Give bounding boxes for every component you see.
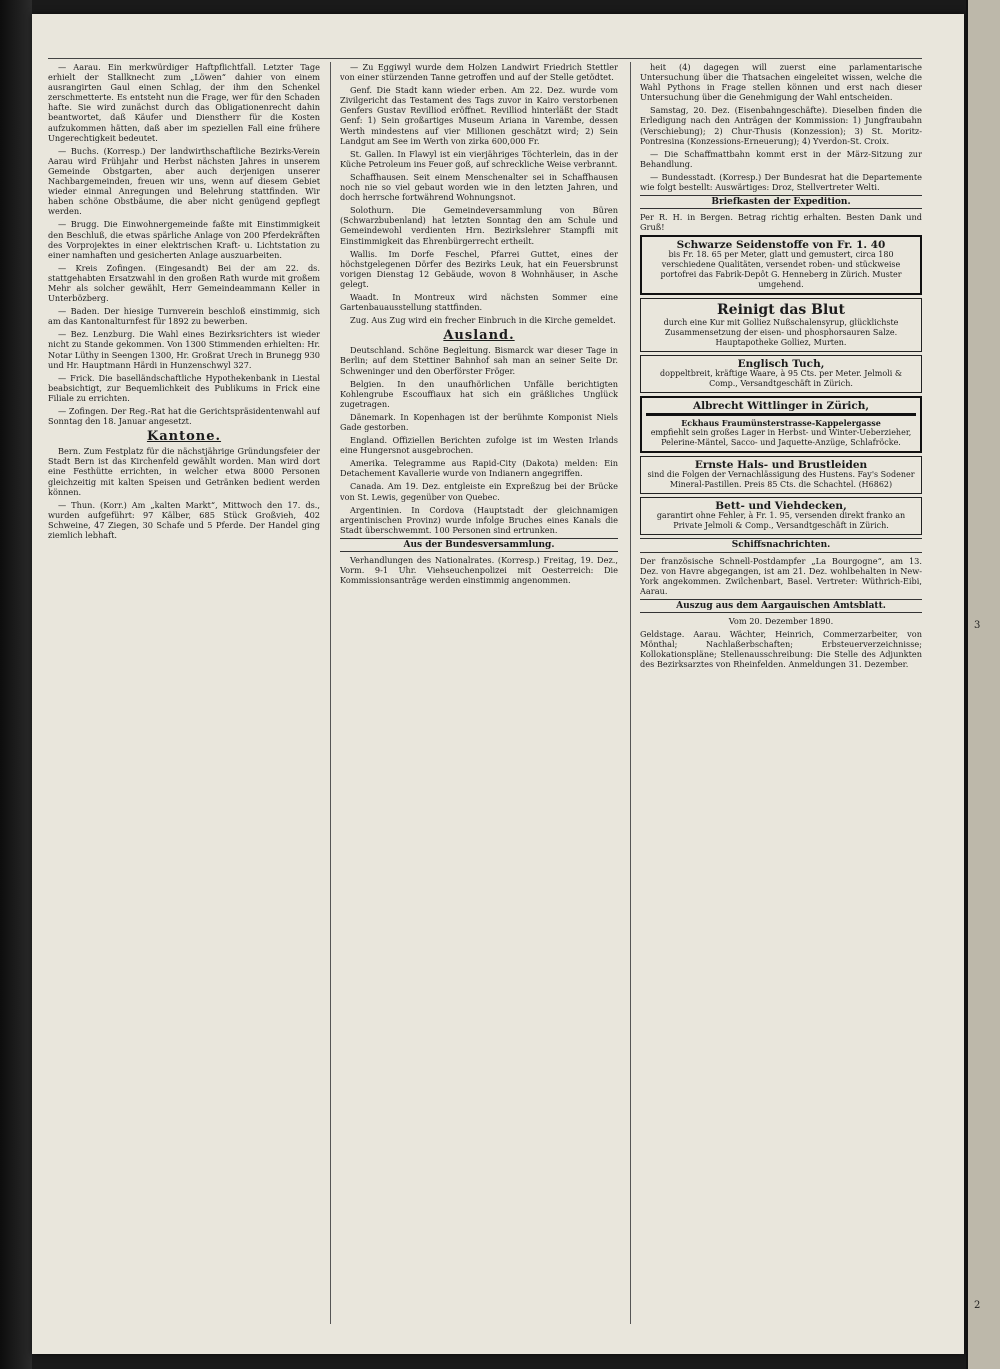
ad-englisch-tuch-text: doppeltbreit, kräftige Waare, à 95 Cts. per Meter. Jelmoli & Comp., Versandtgeschäft in Zürich.: [660, 369, 902, 389]
article-brugg: — Brugg. Die Einwohnergemeinde faßte mit Einstimmigkeit den Beschluß, die etwas spärliche Anlage von 200 Pferdekräften des Vorprojektes in einer elektrischen Kraft- u. Lichtstation zu einer namhaften und gesicherten Anlage auszuarbeiten.: [48, 219, 320, 260]
article-amerika: Amerika. Telegramme aus Rapid-City (Dakota) melden: Ein Detachement Kavallerie wurde von Indianern angegriffen.: [340, 458, 618, 479]
article-continuation: heit (4) dagegen will zuerst eine parlamentarische Untersuchung über die Thatsachen eingeleitet wissen, welche die Wahl Pythons in Frage stellen können und erst nach dieser Untersuchung über die Genehmigung der Wahl entscheiden.: [640, 62, 922, 103]
amtsblatt-date: Vom 20. Dezember 1890.: [728, 615, 834, 626]
ad-seidenstoffe: [640, 235, 922, 295]
article-bundesstadt: — Bundesstadt. (Korresp.) Der Bundesrat hat die Departemente wie folgt bestellt: Auswärtiges: Droz, Stellvertreter Welti.: [640, 171, 922, 193]
article-samstag: Samstag, 20. Dez. (Eisenbahngeschäfte). Dieselben finden die Erledigung nach den Anträgen der Kommission: 1) Jungfraubahn (Verschiebung); 2) Chur-Thusis (Konzession); 3) St. Moritz-Pontresina (Konzessions-Erneuerung); 4) Yverdon-St. Croix.: [640, 105, 922, 146]
article-zug: Zug. Aus Zug wird ein frecher Einbruch in die Kirche gemeldet.: [350, 315, 616, 326]
article-genf: Genf. Die Stadt kann wieder erben. Am 22. Dez. wurde vom Zivilgericht das Testament des Tags zuvor in Kairo verstorbenen Genfers Gustav Revilliod eröffnet. Revilliod hinterläßt der Stadt Genf: 1) Sein großartiges Museum Ariana in Varembe, dessen Werth mindestens auf vier Millionen geschätzt wird; 2) Sein Landgut am See im Werth von zirka 600,000 Fr.: [340, 85, 618, 146]
column-rule-1: [330, 62, 331, 1324]
article-eggiwyl: — Zu Eggiwyl wurde dem Holzen Landwirt Friedrich Stettler von einer stürzenden Tanne getroffen und auf der Stelle getödtet.: [340, 62, 618, 83]
article-buchs: — Buchs. (Korresp.) Der landwirthschaftliche Bezirks-Verein Aarau wird Frühjahr und Herbst nächsten Jahres in unserem Gemeinde Obstgarten, aber auch derjenigen unserer Nachbargemeinden, freuen wir uns, wenn auf diesem Gebiet wieder einmal Anregungen und Belehrung stattfinden. Wir haben schöne Obstbäume, die aber nicht genügend gepflegt werden.: [48, 145, 320, 217]
subheading-bundesversammlung: Aus der Bundesversammlung.: [340, 538, 618, 552]
ad-seidenstoffe-title: Schwarze Seidenstoffe von Fr. 1. 40: [676, 239, 886, 252]
amtsblatt-text: Geldstage. Aarau. Wächter, Heinrich, Commerzarbeiter, von Mönthal; Nachlaßerbschaften; Erbsteuerverzeichnisse; Kollokationspläne; Stellenausschreibung: Die Stelle des Adjunkten des Bezirksarztes von Rheinfelden. Anmeldungen 31. Dezember.: [640, 629, 922, 670]
article-canada: Canada. Am 19. Dez. entgleiste ein Expreßzug bei der Brücke von St. Lewis, gegenüber von Quebec.: [340, 481, 618, 502]
article-waadt: Waadt. In Montreux wird nächsten Sommer eine Gartenbauausstellung stattfinden.: [340, 291, 618, 313]
top-rule: [48, 58, 922, 59]
ad-wittlinger-text: empfiehlt sein großes Lager in Herbst- und Winter-Ueberzieher, Pelerine-Mäntel, Sacco- und Jaquette-Anzüge, Schlafröcke.: [650, 428, 912, 448]
ad-hals-brust-title: Ernste Hals- und Brustleiden: [694, 459, 868, 472]
ad-wittlinger-bar: [646, 413, 916, 416]
adjacent-page-fragment-1: 3: [974, 620, 981, 631]
article-bern: Bern. Zum Festplatz für die nächstjährige Gründungsfeier der Stadt Bern ist das Kirchenfeld gewählt worden. Man wird dort eine Festhütte errichten, in welcher etwa 8000 Personen gleichzeitig mit kalten Speisen und Getränken bedient werden können.: [48, 446, 320, 497]
article-lenzburg: — Bez. Lenzburg. Die Wahl eines Bezirksrichters ist wieder nicht zu Stande gekommen. Von 1300 Stimmenden erhielten: Hr. Notar Lüthy in Seengen 1300, Hr. Großrat Urech in Brunegg 930 und Hr. Hauptmann Härdi in Hunzenschwyl 327.: [48, 329, 320, 370]
schiffsnachrichten-heading: Schiffsnachrichten.: [640, 538, 922, 552]
ad-wittlinger-title: Albrecht Wittlinger in Zürich,: [692, 400, 870, 413]
article-daenemark: Dänemark. In Kopenhagen ist der berühmte Komponist Niels Gade gestorben.: [340, 411, 618, 432]
article-england: England. Offiziellen Berichten zufolge ist im Westen Irlands eine Hungersnot ausgebrochen.: [340, 435, 618, 456]
ad-seidenstoffe-text: bis Fr. 18. 65 per Meter, glatt und gemustert, circa 180 verschiedene Qualitäten, versendet roben- und stückweise portofrei das Fabrik-Depôt G. Henneberg in Zürich. Muster umgehend.: [660, 250, 902, 290]
column-1: [48, 62, 320, 1324]
article-nationalrat: Verhandlungen des Nationalrates. (Korresp.) Freitag, 19. Dez., Vorm. 9-1 Uhr. Viehseuchenpolizei mit Oesterreich: Die Kommissionsanträge werden einstimmig angenommen.: [340, 555, 618, 586]
article-frick: — Frick. Die baselländschaftliche Hypothekenbank in Liestal beabsichtigt, zur Bequemlichkeit des Publikums in Frick eine Filiale zu errichten.: [48, 372, 320, 403]
article-aarau: — Aarau. Ein merkwürdiger Haftpflichtfall. Letzter Tage erhielt der Stallknecht zum „Löwen“ dahier von einem ausrangirten Gaul einen Schlag, der ihm den Schenkel zerschmetterte. Es entsteht nun die Frage, wer für den Schaden hafte. Sie wird zunächst durch das Obligationenrecht dahin beantwortet, daß Käufer und Dienstherr für die Kosten aufzukommen hätten, daß aber im speziellen Fall eine frühere Ungerechtigkeit bedeutet.: [48, 62, 320, 143]
ad-bettdecken-text: garantirt ohne Fehler, à Fr. 1. 95, versenden direkt franko an Private Jelmoli & Comp., Versandtgeschäft in Zürich.: [656, 511, 906, 531]
briefkasten-heading: Briefkasten der Expedition.: [640, 195, 922, 209]
article-kreis-zofingen: — Kreis Zofingen. (Eingesandt) Bei der am 22. ds. stattgehabten Ersatzwahl in den großen Rath wurde mit großem Mehr als solcher gewählt, Herr Gemeindeammann Keller in Unterbözberg.: [48, 262, 320, 304]
section-heading-ausland: Ausland.: [443, 328, 515, 344]
adjacent-page-strip: [966, 0, 1000, 1369]
column-3: [640, 62, 922, 1324]
ad-hals-brust-text: sind die Folgen der Vernachlässigung des Hustens. Fay's Sodener Mineral-Pastillen. Preis 85 Cts. die Schachtel. (H6862): [647, 470, 915, 490]
article-baden: — Baden. Der hiesige Turnverein beschloß einstimmig, sich am das Kantonalturnfest für 1892 zu bewerben.: [48, 306, 320, 327]
ad-englisch-tuch-title: Englisch Tuch,: [737, 358, 825, 371]
article-st-gallen: St. Gallen. In Flawyl ist ein vierjähriges Töchterlein, das in der Küche Petroleum ins Feuer goß, auf schreckliche Weise verbrannt.: [340, 148, 618, 169]
column-2: [340, 62, 618, 1324]
article-argentinien: Argentinien. In Cordova (Hauptstadt der gleichnamigen argentinischen Provinz) wurde infolge Bruches eines Kanals die Stadt überschwemmt. 100 Personen sind ertrunken.: [340, 504, 618, 535]
article-thun: — Thun. (Korr.) Am „kalten Markt“, Mittwoch den 17. ds., wurden aufgeführt: 97 Kälber, 685 Stück Großvieh, 402 Schweine, 47 Ziegen, 30 Schafe und 5 Pferde. Der Handel ging ziemlich lebhaft.: [48, 499, 320, 541]
scan-edge-left: [0, 0, 32, 1369]
ad-bettdecken-title: Bett- und Viehdecken,: [715, 500, 847, 513]
article-solothurn: Solothurn. Die Gemeindeversammlung von Büren (Schwarzbubenland) hat letzten Sonntag den am Schule und Gemeindewohl verdienten Hrn. Bezirkslehrer Stampfli mit Einstimmigkeit das Ehrenbürgerrecht ertheilt.: [340, 205, 618, 246]
article-zofingen: — Zofingen. Der Reg.-Rat hat die Gerichtspräsidentenwahl auf Sonntag den 18. Januar angesetzt.: [48, 406, 320, 427]
briefkasten-text: Per R. H. in Bergen. Betrag richtig erhalten. Besten Dank und Gruß!: [640, 212, 922, 233]
ad-englisch-tuch: [640, 355, 922, 393]
article-deutschland: Deutschland. Schöne Begleitung. Bismarck war dieser Tage in Berlin; auf dem Stettiner Bahnhof sah man an seiner Seite Dr. Schweninger und den Oberförster Fröger.: [340, 345, 618, 376]
adjacent-page-fragment-2: 2: [974, 1300, 981, 1311]
ad-blut: [640, 298, 922, 352]
ad-hals-brust: [640, 456, 922, 494]
ad-blut-title: Reinigt das Blut: [717, 302, 845, 319]
section-heading-kantone: Kantone.: [146, 429, 222, 445]
amtsblatt-heading: Auszug aus dem Aargauischen Amtsblatt.: [640, 599, 922, 613]
ad-wittlinger: [640, 396, 922, 453]
schiffsnachrichten-text: Der französische Schnell-Postdampfer „La Bourgogne“, am 13. Dez. von Havre abgegangen, ist am 21. Dez. wohlbehalten in New-York angekommen. Zwilchenbart, Basel. Vertreter: Wüthrich-Eibi, Aarau.: [640, 555, 922, 596]
ad-blut-text: durch eine Kur mit Golliez Nußschalensyrup, glücklichste Zusammensetzung der eisen- und phosphorsauren Salze. Hauptapotheke Golliez, Murten.: [663, 318, 899, 348]
ad-bettdecken: [640, 497, 922, 535]
article-schaffmattbahn: — Die Schaffmattbahn kommt erst in der März-Sitzung zur Behandlung.: [640, 148, 922, 169]
article-wallis: Wallis. Im Dorfe Feschel, Pfarrei Guttet, eines der höchstgelegenen Dörfer des Bezirks Leuk, hat ein Feuersbrunst vorigen Dienstag 12 Gebäude, wovon 8 Wohnhäuser, in Asche gelegt.: [340, 248, 618, 289]
column-rule-2: [630, 62, 631, 1324]
article-belgien: Belgien. In den unaufhörlichen Unfälle berichtigten Kohlengrube Escouffiaux hat sich ein gräßliches Unglück zugetragen.: [340, 378, 618, 409]
article-schaffhausen: Schaffhausen. Seit einem Menschenalter sei in Schaffhausen noch nie so viel gebaut worden wie in den letzten Jahren, und doch herrsche fortwährend Wohnungsnot.: [340, 171, 618, 203]
ad-wittlinger-sub: Eckhaus Fraumünsterstrasse-Kappelergasse: [681, 418, 881, 429]
